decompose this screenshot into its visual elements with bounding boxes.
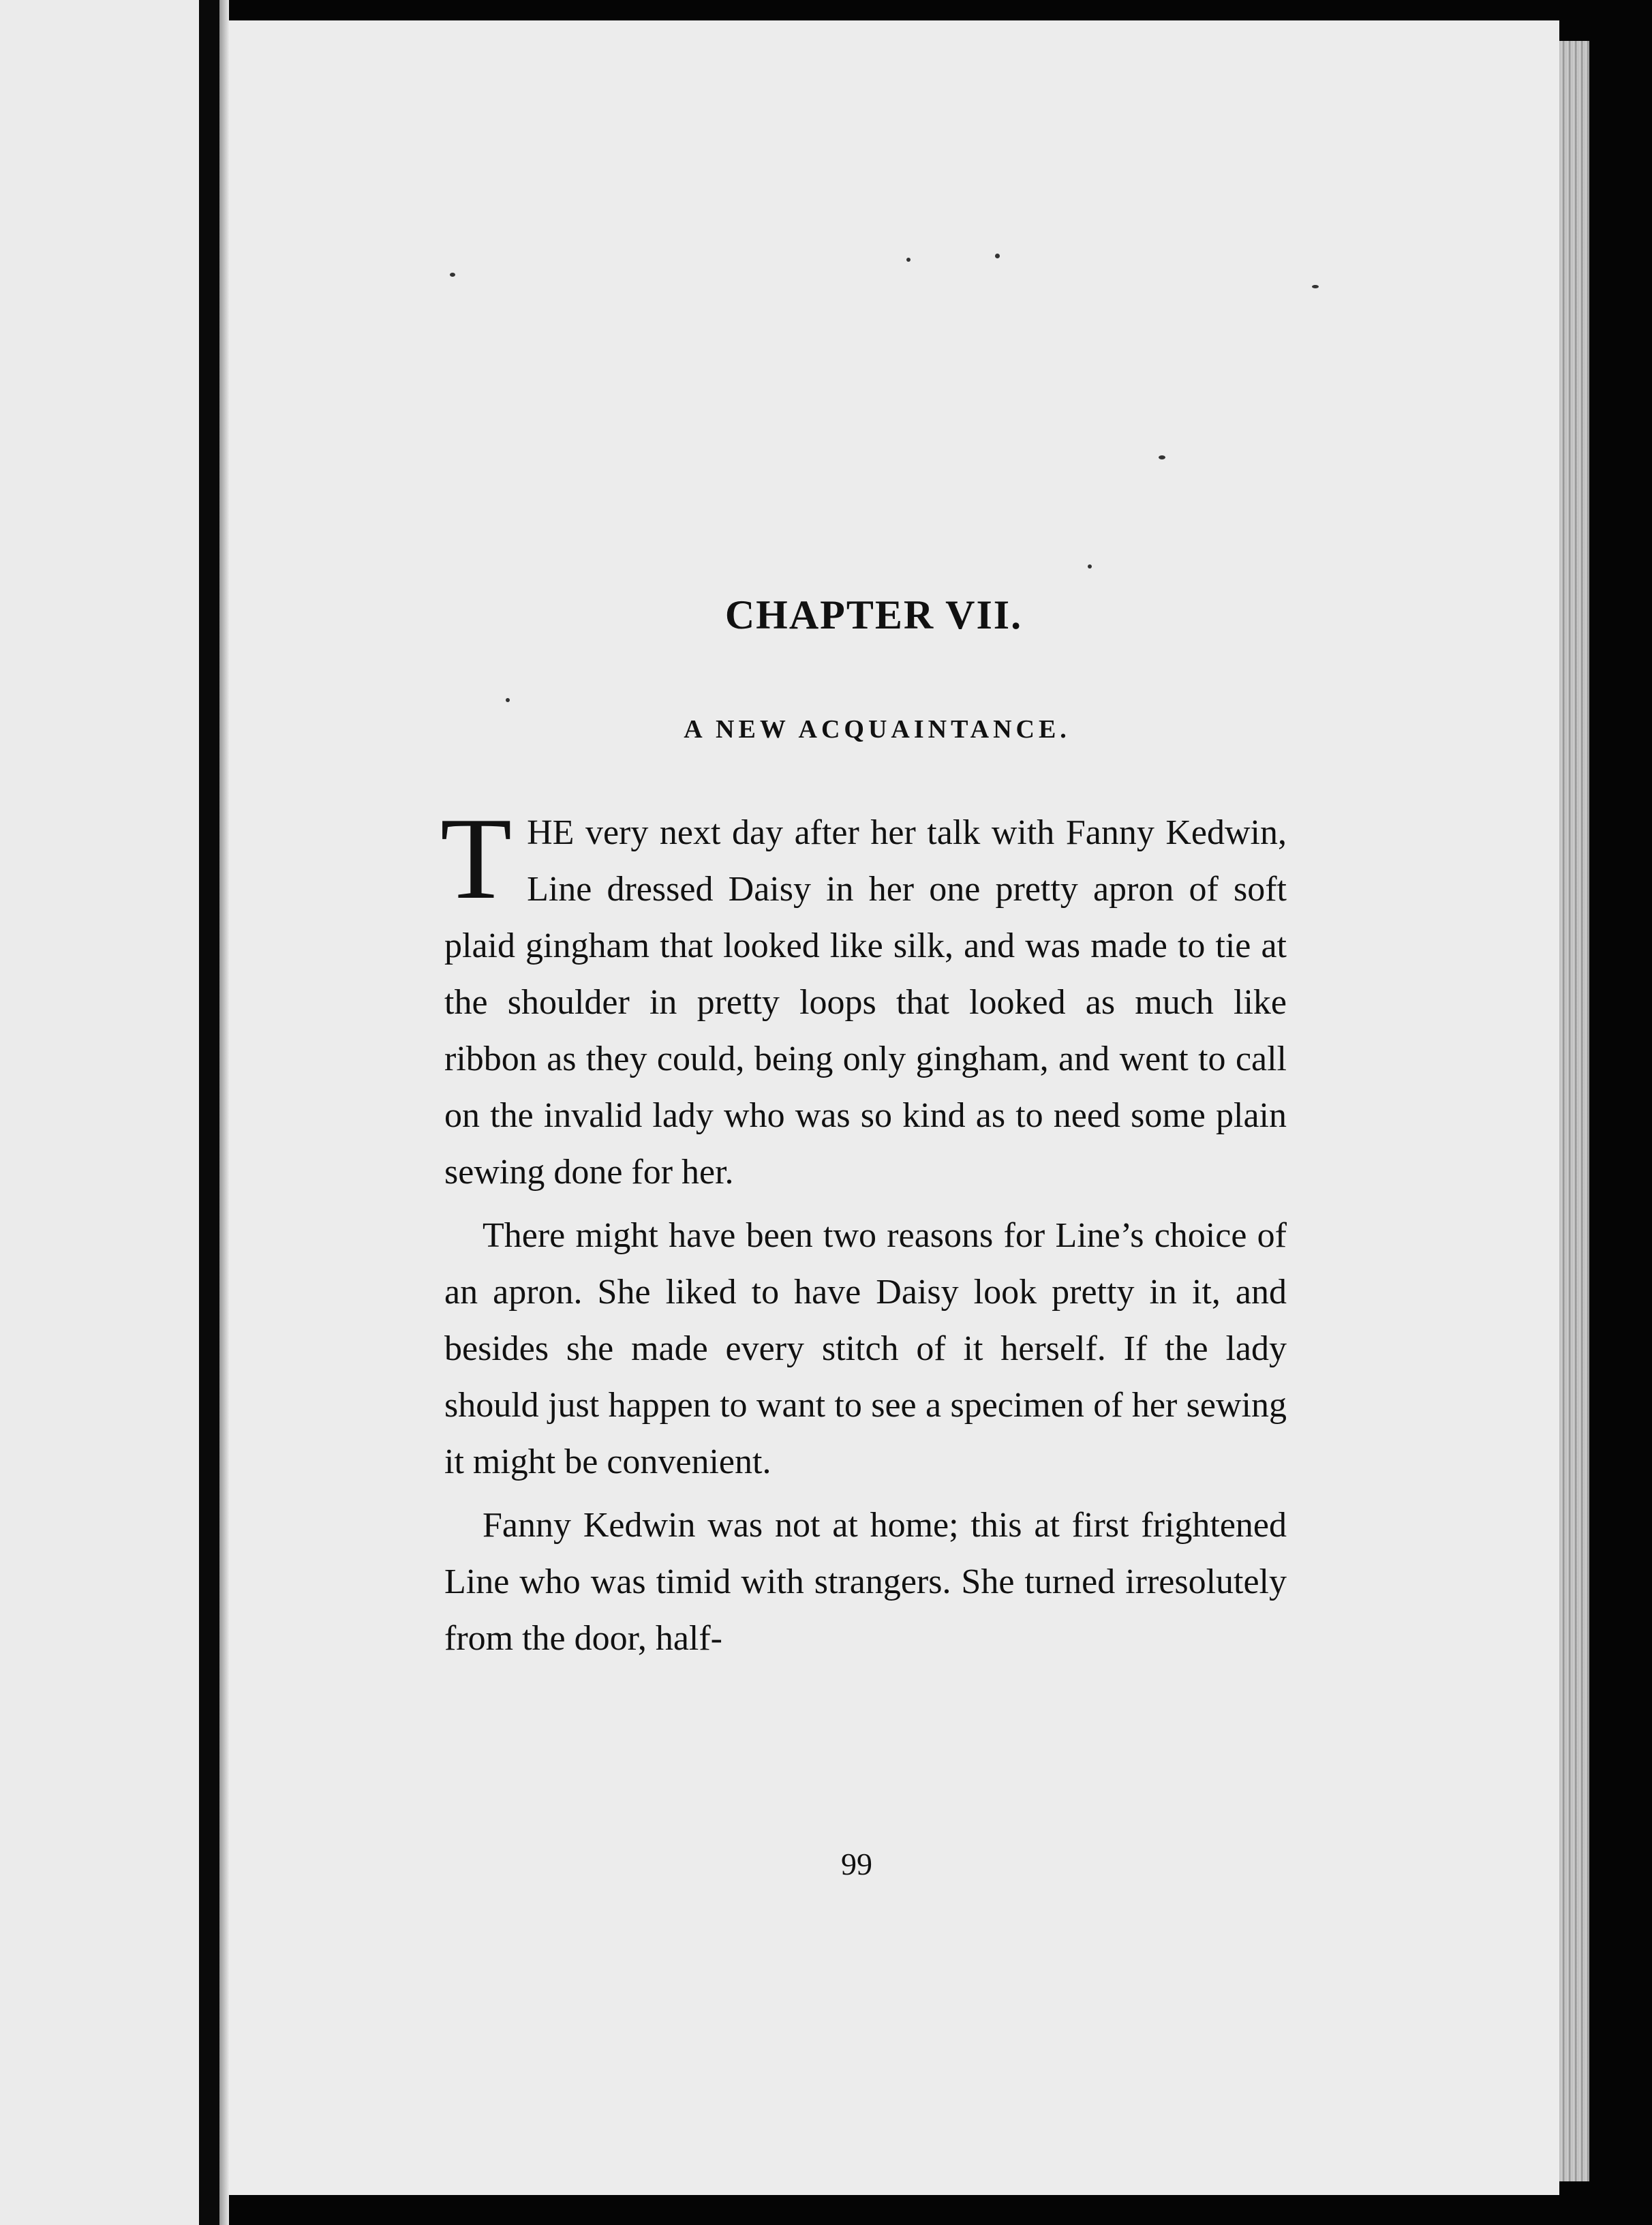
scan-speck — [995, 254, 1000, 258]
scan-speck — [1159, 455, 1165, 459]
scan-background — [1589, 27, 1652, 2225]
facing-page — [0, 0, 199, 2225]
paragraph-3: Fanny Kedwin was not at home; this at first frightened Line who was timid with strangers. She turned irresolutely from the door, half- — [444, 1506, 1287, 1658]
paragraph-2: There might have been two reasons for Line’s choice of an apron. She liked to have Daisy look pretty in it, and besides she made every stitch of it herself. If the lady should just happen to want to see a specimen of her sewing it might be convenient. — [444, 1216, 1287, 1481]
chapter-body — [440, 794, 1287, 1667]
chapter-subtitle: A NEW ACQUAINTANCE. — [684, 715, 1071, 744]
book-gutter — [199, 0, 219, 2225]
scan-speck — [1312, 285, 1319, 288]
page-number: 99 — [841, 1847, 872, 1881]
scan-speck — [506, 698, 510, 702]
scan-speck — [1088, 564, 1092, 569]
chapter-title: CHAPTER VII. — [724, 592, 1023, 637]
paragraph-1-text: very next day after her talk with Fanny Kedwin, Line dressed Daisy in her one pretty apron of soft plaid gingham that looked like silk, and was made to tie at the shoulder in pretty loops that looked as much like ribbon as they could, being only gingham, and went to call on the invalid lady who was so kind as to need some plain sewing done for her. — [444, 813, 1287, 1192]
scan-speck — [906, 258, 911, 262]
drop-cap: T — [440, 794, 513, 924]
paragraph-1 — [440, 794, 1287, 1200]
lead-caps: HE — [527, 813, 575, 852]
scan-speck — [450, 273, 455, 277]
gutter-shadow — [219, 0, 229, 2225]
